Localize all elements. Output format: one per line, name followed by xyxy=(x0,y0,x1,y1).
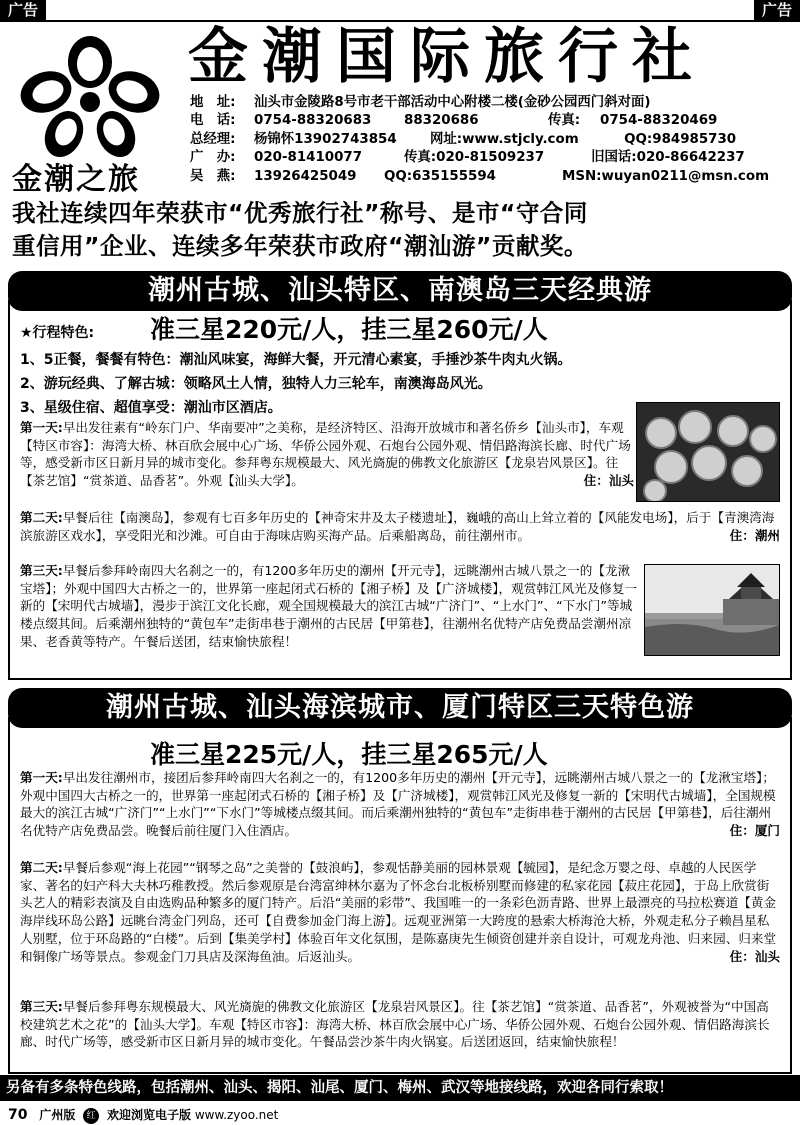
tour1-features-label: ★行程特色: xyxy=(20,325,95,341)
phone-2: 88320686 xyxy=(404,113,479,129)
contact-block xyxy=(190,94,795,186)
old-phone: 020-86642237 xyxy=(636,150,745,166)
guangzhou-phone: 020-81410077 xyxy=(254,150,363,166)
tour1-day2-stay: 住：潮州 xyxy=(729,527,780,543)
wu-yan-row: 吴 燕: 13926425049 QQ:635155594 MSN:wuyan0211@msn.com xyxy=(190,168,795,186)
city-gate-image-icon xyxy=(645,565,779,655)
wu-yan-msn: MSN:wuyan0211@msn.com xyxy=(562,168,770,184)
e-edition-note: 欢迎浏览电子版 xyxy=(106,1108,191,1122)
fax: 0754-88320469 xyxy=(600,113,718,129)
phone-1: 0754-88320683 xyxy=(254,113,372,129)
tour2-day2-stay: 住：汕头 xyxy=(729,948,780,964)
food-image-icon xyxy=(637,403,779,501)
qq-number: 984985730 xyxy=(652,131,737,147)
page-footer xyxy=(8,1106,278,1124)
honor-statement: 我社连续四年荣获市“优秀旅行社”称号、是市“守合同 重信用”企业、连续多年荣获市政府“潮汕游”贡献奖。 xyxy=(12,199,588,260)
phone-row: 电 话: 0754-88320683 88320686 传真: 0754-88320469 xyxy=(190,112,795,130)
address-row: 地 址: 汕头市金陵路8号市老干部活动中心附楼二楼(金砂公园西门斜对面) xyxy=(190,94,795,112)
tour1-title: 潮州古城、汕头特区、南澳岛三天经典游 xyxy=(8,271,792,311)
manager-row: 总经理: 杨锦怀13902743854 网址: www.stjcly.com QQ: 984985730 xyxy=(190,131,795,149)
address: 汕头市金陵路8号市老干部活动中心附楼二楼(金砂公园西门斜对面) xyxy=(254,95,651,110)
logo-caption: 金潮之旅 xyxy=(12,162,140,197)
tour1-feature-1: 1、5正餐，餐餐有特色：潮汕风味宴，海鲜大餐，开元清心素宴，手捶沙茶牛肉丸火锅。 xyxy=(20,352,572,368)
tour1-feature-2: 2、游玩经典、了解古城：领略风土人情，独特人力三轮车，南澳海岛风光。 xyxy=(20,376,492,392)
tour2-day-2: 第二天:早餐后参观“海上花园”“钢琴之岛”之美誉的【鼓浪屿】，参观恬静美丽的园林景观【毓园】，是纪念万婴之母、卓越的人民医学家、著名的妇产科大夫林巧稚教授。然后参观原是台湾富绅林尔嘉为了怀念台北板桥别墅而修建的私家花园【菽庄花园】，于岛上欣赏街头艺人的精彩表演及自由选购品种繁多的厦门特产。后沿“美丽的彩带”、我国唯一的一条彩色沥青路、世界上最漂亮的马拉松赛道【黄金海岸线环岛公路】远眺台湾金门列岛，还可【自费参加金门海上游】。远观亚洲第一大跨度的悬索大桥海沧大桥，外观走私分子赖昌星私人别墅，位于环岛路的“白楼”。后到【集美学村】体验百年文化氛围，是陈嘉庚先生倾资创建并亲自设计，可观龙舟池、归来园、归来堂和铜像广场等景点。参观金门刀具店及深海鱼油。后返汕头。 住：汕头 xyxy=(20,860,780,964)
tour1-day-3: 第三天:早餐后参拜岭南四大名刹之一的，有1200多年历史的潮州【开元寺】，远眺潮州古城八景之一的【龙湫宝塔】；外观中国四大古桥之一的，世界第一座起闭式石桥的【湘子桥】及【广济城楼】，观赏韩江风光及修复一新的【宋明代古城墙】，漫步于滨江文化长廊，观全国规模最大的滨江古城“广济门”、“上水门”、“下水门”等城楼点缀其间。后乘潮州独特的“黄包车”走街串巷于潮州的古民居【甲第巷】，往潮州名优特产店免费品尝潮州凉果、老香黄等特产。午餐后送团，结束愉快旅程！ xyxy=(20,563,638,649)
tour1-feature-3: 3、星级住宿、超值享受：潮汕市区酒店。 xyxy=(20,400,282,416)
wu-yan-phone: 13926425049 xyxy=(254,168,357,184)
tour1-day1-stay: 住：汕头 xyxy=(583,473,634,489)
tour1-day-2: 第二天:早餐后往【南澳岛】，参观有七百多年历史的【神奇宋井及太子楼遗址】，巍峨的高山上耸立着的【风能发电场】，后于【青澳湾海滨旅游区戏水】，享受阳光和沙滩。可自由于海味店购买海产品。后乘船离岛，前往潮州市。 住：潮州 xyxy=(20,510,780,543)
page-number: 70 xyxy=(8,1107,28,1123)
agency-logo xyxy=(10,30,170,197)
meatball-dish-photo xyxy=(636,402,780,502)
ad-label-right: 广告 xyxy=(754,0,800,20)
tour2-day-1: 第一天:早出发往潮州市，接团后参拜岭南四大名刹之一的，有1200多年历史的潮州【开元寺】，远眺潮州古城八景之一的【龙湫宝塔】；外观中国四大古桥之一的，世界第一座起闭式石桥的【湘子桥】及【广济城楼】，观赏韩江风光及修复一新的【宋明代古城墙】，全国规模最大的滨江古城“广济门”“上水门”“下水门”等城楼点缀其间。而后乘潮州独特的“黄包车”走街串巷于潮州的古民居【甲第巷】，后往潮州名优特产店免费品尝。晚餐后前往厦门入住酒店。 住：厦门 xyxy=(20,770,780,839)
tour1-price: 准三星220元/人，挂三星260元/人 xyxy=(150,315,548,344)
badge-icon: 红 xyxy=(83,1108,99,1124)
more-routes-bar: 另备有多条特色线路，包括潮州、汕头、揭阳、汕尾、厦门、梅州、武汉等地接线路，欢迎各同行索取！ xyxy=(0,1075,800,1101)
agency-name: 金潮国际旅行社 xyxy=(188,22,706,92)
tour1-day-1: 第一天:早出发往素有“岭东门户、华南要冲”之美称，是经济特区、沿海开放城市和著名侨乡【汕头市】，车观【特区市容】：海湾大桥、林百欣会展中心广场、华侨公园外观、石炮台公园外观、情侣路海滨长廊、时代广场等，感受新市区日新月异的城市变化。参拜粤东规模最大、风光旖旎的佛教文化旅游区【龙泉岩风景区】。往【茶艺馆】“赏茶道、品香茗”。外观【汕头大学】。 住：汕头 xyxy=(20,420,634,489)
general-manager: 杨锦怀13902743854 xyxy=(254,131,397,147)
edition-label: 广州版 xyxy=(39,1108,76,1122)
tour2-price: 准三星225元/人，挂三星265元/人 xyxy=(150,740,548,769)
guangzhou-fax: 020-81509237 xyxy=(436,150,545,166)
tour2-title: 潮州古城、汕头海滨城市、厦门特区三天特色游 xyxy=(8,688,792,728)
website: www.stjcly.com xyxy=(462,131,579,147)
ancient-city-gate-photo xyxy=(644,564,780,656)
footer-website[interactable]: www.zyoo.net xyxy=(194,1108,279,1122)
ad-label-left: 广告 xyxy=(0,0,46,20)
wu-yan-qq: QQ:635155594 xyxy=(384,168,496,184)
tour2-day-3: 第三天:早餐后参拜粤东规模最大、风光旖旎的佛教文化旅游区【龙泉岩风景区】。往【茶艺馆】“赏茶道、品香茗”，外观被誉为“中国高校建筑艺术之花”的【汕头大学】。车观【特区市容】：海湾大桥、林百欣会展中心广场、华侨公园外观、石炮台公园外观、情侣路海滨长廊、时代广场等，感受新市区日新月异的城市变化。午餐品尝沙茶牛肉火锅宴。后送团返回，结束愉快旅程！ xyxy=(20,999,770,1050)
tour2-day1-stay: 住：厦门 xyxy=(729,823,780,839)
guangzhou-office-row: 广 办: 020-81410077 传真: 020-81509237 旧国话: 020-86642237 xyxy=(190,149,795,167)
